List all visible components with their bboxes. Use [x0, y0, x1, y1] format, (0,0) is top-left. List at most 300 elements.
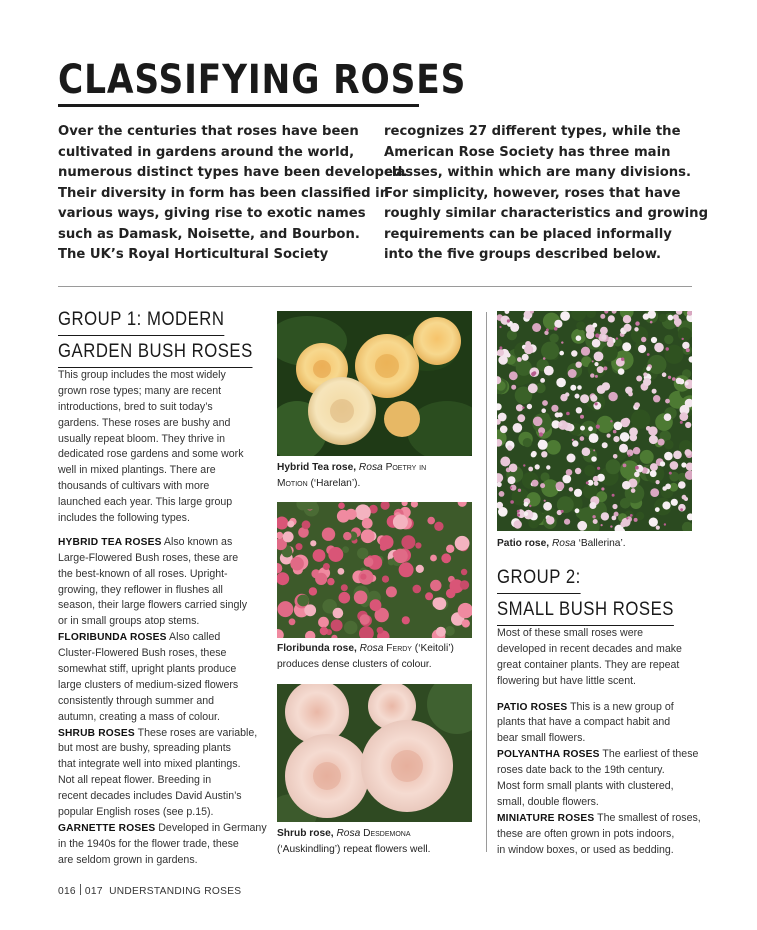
- flower-blossom: [507, 445, 513, 451]
- flower-blossom: [641, 337, 646, 342]
- flower-blossom: [533, 417, 543, 427]
- flower-blossom: [338, 568, 345, 575]
- body-line: thousands of cultivars with more: [58, 480, 210, 493]
- flower-blossom: [626, 517, 628, 519]
- flower-blossom: [662, 372, 667, 377]
- flower-blossom: [628, 455, 630, 457]
- section-divider: [58, 286, 692, 287]
- flower-blossom: [338, 502, 345, 509]
- flower-blossom: [517, 357, 522, 362]
- flower-blossom: [647, 353, 650, 356]
- flower-blossom: [673, 451, 682, 460]
- flower-blossom: [322, 528, 335, 541]
- flower-blossom: [629, 427, 638, 436]
- flower-blossom: [613, 454, 618, 459]
- flower-blossom: [593, 476, 599, 482]
- flower-blossom: [602, 335, 607, 340]
- flower-blossom: [508, 476, 516, 484]
- flower-blossom: [517, 510, 520, 513]
- flower-blossom: [524, 502, 529, 507]
- flower-blossom: [664, 440, 674, 450]
- flower-blossom: [664, 452, 673, 461]
- flower-blossom: [571, 350, 577, 356]
- flower-blossom: [643, 378, 651, 386]
- flower-blossom: [528, 383, 538, 393]
- flower-blossom: [589, 433, 599, 443]
- flower-blossom: [685, 381, 689, 385]
- flower-blossom: [509, 371, 518, 380]
- flower-blossom: [297, 595, 309, 607]
- flower-blossom: [436, 627, 446, 637]
- flower-blossom: [556, 378, 566, 388]
- flower-blossom: [516, 404, 523, 411]
- flower-blossom: [559, 351, 564, 356]
- flower-blossom: [522, 354, 529, 361]
- intro-line: roughly similar characteristics and growing: [384, 206, 709, 221]
- flower-blossom: [589, 502, 596, 509]
- flower-blossom: [344, 621, 358, 635]
- flower-blossom: [646, 426, 651, 431]
- flower-blossom: [621, 358, 624, 361]
- flower-blossom: [461, 569, 467, 575]
- intro-column-left: [58, 122, 407, 266]
- flower-blossom: [660, 461, 665, 466]
- flower-blossom: [634, 518, 638, 522]
- flower-blossom: [323, 563, 330, 570]
- flower-blossom: [572, 440, 578, 446]
- flower-blossom: [434, 522, 443, 531]
- body-line: PATIO ROSES This is a new group of: [497, 700, 674, 713]
- flower-blossom: [664, 335, 673, 344]
- flower-blossom: [601, 512, 609, 520]
- flower-blossom: [572, 439, 574, 441]
- flower-blossom: [561, 510, 564, 513]
- flower-blossom: [646, 366, 651, 371]
- column-divider: [486, 312, 487, 852]
- flower-blossom: [594, 362, 598, 366]
- flower-blossom: [666, 347, 669, 350]
- flower-blossom: [576, 407, 582, 413]
- flower-blossom: [277, 601, 293, 617]
- flower-blossom: [360, 574, 366, 580]
- body-line: gardens. These roses are bushy and: [58, 416, 231, 429]
- flower-blossom: [558, 422, 562, 426]
- group2-heading-line2: SMALL BUSH ROSES: [497, 594, 674, 626]
- flower-blossom: [524, 512, 528, 516]
- flower-blossom: [556, 482, 565, 491]
- body-line: launched each year. This large group: [58, 496, 233, 509]
- flower-blossom: [640, 450, 654, 464]
- intro-column-right: [384, 122, 708, 266]
- flower-blossom: [565, 392, 569, 396]
- floribunda-rose-photo: [277, 502, 472, 638]
- flower-blossom: [342, 546, 349, 553]
- flower-blossom: [333, 608, 344, 619]
- flower-blossom: [562, 475, 571, 484]
- flower-blossom: [287, 521, 294, 528]
- flower-blossom: [590, 395, 597, 402]
- flower-blossom: [575, 508, 580, 513]
- flower-blossom: [590, 373, 594, 377]
- flower-blossom: [539, 440, 544, 445]
- intro-line: For simplicity, however, roses that have: [384, 185, 681, 201]
- body-line: these are often grown in pots indoors,: [497, 827, 675, 840]
- flower-blossom: [360, 614, 370, 624]
- flower-blossom: [302, 520, 311, 529]
- flower-blossom: [401, 535, 415, 549]
- flower-blossom: [593, 449, 595, 451]
- flower-blossom: [434, 597, 447, 610]
- flower-blossom: [310, 540, 316, 546]
- flower-blossom: [544, 366, 554, 376]
- flower-blossom: [665, 484, 671, 490]
- flower-blossom: [331, 619, 343, 631]
- body-line: season, their large flowers carried singly: [58, 599, 248, 612]
- flower-blossom: [541, 342, 559, 360]
- flower-blossom: [610, 420, 612, 422]
- flower-blossom: [539, 432, 543, 436]
- flower-blossom: [320, 627, 328, 635]
- body-line: HYBRID TEA ROSES Also known as: [58, 535, 233, 548]
- page-number-right: 017: [84, 886, 103, 897]
- flower-blossom: [582, 447, 591, 456]
- flower-blossom: [586, 331, 594, 339]
- flower-blossom: [622, 481, 631, 490]
- title-underline: [58, 104, 419, 107]
- flower-blossom: [546, 440, 561, 455]
- flower-blossom: [413, 585, 422, 594]
- flower-blossom: [566, 412, 570, 416]
- flower-blossom: [595, 333, 599, 337]
- flower-blossom: [531, 480, 538, 487]
- patio-rose-photo: [497, 311, 692, 531]
- flower-blossom: [607, 434, 611, 438]
- flower-blossom: [624, 324, 632, 332]
- flower-blossom: [655, 507, 660, 512]
- flower-blossom: [541, 408, 546, 413]
- flower-blossom: [623, 315, 631, 323]
- body-line: in window boxes, or used as bedding.: [497, 843, 674, 856]
- flower-blossom: [668, 315, 674, 321]
- flower-blossom: [635, 321, 639, 325]
- floribunda-caption: Floribunda rose, Rosa Ferdy (‘Keitoli’) produces dense clusters of colour.: [277, 643, 454, 670]
- flower-blossom: [685, 422, 691, 428]
- page-title: CLASSIFYING ROSES: [58, 57, 467, 103]
- body-line: introductions, bred to suit today’s: [58, 400, 213, 413]
- flower-blossom: [595, 402, 598, 405]
- body-line: Large-Flowered Bush roses, these are: [58, 551, 239, 564]
- garnette-term: GARNETTE ROSES: [58, 822, 156, 834]
- flower-blossom: [560, 311, 570, 321]
- intro-line: recognizes 27 different types, while the: [384, 124, 681, 139]
- flower-blossom: [355, 504, 371, 520]
- body-line: somewhat stiff, upright plants produce: [58, 663, 237, 676]
- flower-blossom: [686, 348, 690, 352]
- flower-blossom: [619, 444, 628, 453]
- flower-blossom: [313, 549, 326, 562]
- flower-blossom: [377, 627, 384, 634]
- body-line: or in small groups atop stems.: [58, 615, 200, 628]
- flower-blossom: [650, 463, 658, 471]
- flower-blossom: [337, 510, 350, 523]
- flower-blossom: [580, 436, 585, 441]
- flower-blossom: [631, 488, 636, 493]
- intro-line: classes, within which are many divisions.: [384, 165, 692, 180]
- hybrid-tea-rose-image: [277, 311, 472, 456]
- flower-blossom: [592, 323, 597, 328]
- group2-heading: [497, 562, 674, 626]
- intro-line: requirements can be placed informally: [384, 226, 672, 242]
- flower-blossom: [682, 342, 689, 349]
- flower-blossom: [543, 502, 552, 511]
- flower-blossom: [558, 412, 563, 417]
- flower-blossom: [597, 366, 604, 373]
- flower-blossom: [685, 449, 692, 456]
- flower-blossom: [608, 392, 617, 401]
- group1-heading-line1: GROUP 1: MODERN: [58, 304, 224, 336]
- flower-blossom: [586, 481, 589, 484]
- body-line: dedicated rose gardens and some work: [58, 448, 244, 461]
- flower-blossom: [535, 464, 540, 469]
- body-line: are seldom grown in gardens.: [58, 853, 198, 866]
- flower-blossom: [574, 489, 582, 497]
- flower-blossom: [455, 536, 470, 551]
- flower-blossom: [614, 422, 623, 431]
- flower-blossom: [588, 426, 593, 431]
- body-line: usually repeat bloom. They thrive in: [58, 432, 226, 445]
- flower-blossom: [636, 376, 642, 382]
- flower-blossom: [386, 586, 397, 597]
- flower-blossom: [544, 331, 548, 335]
- flower-blossom: [597, 385, 606, 394]
- flower-blossom: [678, 481, 686, 489]
- flower-blossom: [509, 464, 518, 473]
- flower-blossom: [679, 412, 688, 421]
- flower-blossom: [544, 500, 546, 502]
- flower-blossom: [680, 421, 683, 424]
- flower-blossom: [540, 378, 545, 383]
- flower-blossom: [610, 525, 612, 527]
- flower-blossom: [339, 592, 351, 604]
- flower-blossom: [658, 439, 665, 446]
- flower-blossom: [676, 378, 682, 384]
- flower-blossom: [601, 345, 618, 362]
- flower-blossom: [653, 395, 660, 402]
- flower-blossom: [517, 513, 520, 516]
- miniature-term: MINIATURE ROSES: [497, 812, 595, 824]
- flower-blossom: [612, 504, 617, 509]
- flower-blossom: [591, 456, 597, 462]
- group2-body: [497, 626, 701, 858]
- flower-blossom: [364, 557, 374, 567]
- flower-blossom: [584, 465, 595, 476]
- flower-blossom: [296, 543, 303, 550]
- flower-blossom: [597, 467, 600, 470]
- flower-blossom: [518, 489, 521, 492]
- flower-blossom: [664, 413, 672, 421]
- flower-blossom: [427, 517, 435, 525]
- flower-blossom: [402, 616, 410, 624]
- flower-blossom: [541, 451, 547, 457]
- flower-blossom: [649, 435, 658, 444]
- hybrid-tea-term: HYBRID TEA ROSES: [58, 536, 162, 548]
- body-line: Most form small plants with clustered,: [497, 780, 674, 793]
- shrub-rose-image: [277, 684, 472, 822]
- flower-blossom: [370, 599, 382, 611]
- flower-blossom: [581, 347, 590, 356]
- body-line: growing, they reflower in flushes all: [58, 583, 223, 596]
- flower-blossom: [622, 342, 631, 351]
- flower-blossom: [516, 360, 532, 376]
- flower-blossom: [671, 499, 678, 506]
- flower-blossom: [528, 467, 533, 472]
- flower-blossom: [680, 508, 683, 511]
- flower-blossom: [634, 327, 638, 331]
- hybrid-tea-rose-photo: [277, 311, 472, 456]
- flower-blossom: [682, 495, 687, 500]
- group1-body: [58, 368, 267, 869]
- body-line: in the 1940s for the flower trade, these: [58, 837, 239, 850]
- flower-blossom: [664, 523, 666, 525]
- flower-blossom: [618, 368, 625, 375]
- body-line: flowering but have little scent.: [497, 674, 636, 687]
- flower-blossom: [524, 345, 533, 354]
- body-line: that integrate well into mixed plantings.: [58, 758, 241, 771]
- flower-blossom: [597, 416, 614, 433]
- shrub-rose-photo: [277, 684, 472, 822]
- flower-blossom: [304, 604, 316, 616]
- flower-blossom: [510, 487, 512, 489]
- flower-blossom: [533, 371, 537, 375]
- flower-blossom: [612, 494, 615, 497]
- flower-blossom: [613, 430, 617, 434]
- flower-blossom: [652, 389, 657, 394]
- flower-blossom: [513, 423, 523, 433]
- flower-blossom: [542, 400, 548, 406]
- flower-blossom: [570, 385, 576, 391]
- intro-line: Their diversity in form has been classified in: [58, 185, 390, 201]
- intro-line: cultivated in gardens around the world,: [58, 144, 355, 160]
- flower-blossom: [595, 375, 598, 378]
- flower-blossom: [678, 327, 692, 341]
- flower-blossom: [638, 345, 646, 353]
- flower-blossom: [651, 337, 657, 343]
- body-line: great container plants. They are repeat: [497, 658, 680, 671]
- flower-blossom: [460, 580, 469, 589]
- flower-blossom: [531, 452, 536, 457]
- body-line: well in mixed plantings. There are: [58, 464, 216, 477]
- patio-caption: Patio rose, Rosa ‘Ballerina’.: [497, 538, 626, 549]
- body-line: FLORIBUNDA ROSES Also called: [58, 631, 221, 644]
- patio-term: PATIO ROSES: [497, 701, 568, 713]
- body-line: grown rose types; many are recent: [58, 384, 222, 397]
- body-line: recent decades includes David Austin’s: [58, 790, 242, 803]
- flower-blossom: [575, 468, 581, 474]
- flower-blossom: [309, 587, 317, 595]
- flower-blossom: [576, 321, 585, 330]
- body-line: large clusters of medium-sized flowers: [58, 678, 239, 691]
- flower-blossom: [354, 591, 368, 605]
- flower-blossom: [561, 341, 563, 343]
- flower-blossom: [283, 531, 294, 542]
- flower-blossom: [343, 532, 351, 540]
- flower-blossom: [643, 313, 649, 319]
- body-line: Most of these small roses were: [497, 627, 644, 639]
- page-number-left: 016: [58, 886, 76, 897]
- flower-blossom: [620, 432, 630, 442]
- flower-blossom: [446, 545, 454, 553]
- flower-blossom: [580, 426, 585, 431]
- flower-blossom: [318, 617, 329, 628]
- flower-blossom: [656, 480, 660, 484]
- body-line: consistently through summer and: [58, 694, 215, 707]
- floribunda-term: FLORIBUNDA ROSES: [58, 632, 167, 644]
- flower-blossom: [603, 366, 607, 370]
- flower-blossom: [592, 360, 594, 362]
- flower-blossom: [566, 469, 573, 476]
- flower-blossom: [628, 392, 633, 397]
- intro-line: Over the centuries that roses have been: [58, 124, 359, 139]
- flower-blossom: [441, 553, 451, 563]
- flower-blossom: [569, 487, 573, 491]
- flower-blossom: [659, 314, 667, 322]
- flower-blossom: [546, 516, 554, 524]
- body-line: This group includes the most widely: [58, 369, 226, 381]
- flower-blossom: [289, 618, 296, 625]
- patio-rose-image: [497, 311, 692, 531]
- flower-blossom: [579, 507, 595, 523]
- group1-heading: [58, 304, 253, 368]
- flower-blossom: [514, 520, 522, 528]
- group2-heading-line1: GROUP 2:: [497, 562, 581, 594]
- flower-blossom: [650, 470, 657, 477]
- flower-blossom: [601, 487, 604, 490]
- flower-blossom: [592, 339, 601, 348]
- intro-line: various ways, giving rise to exotic names: [58, 206, 366, 221]
- flower-blossom: [656, 526, 660, 530]
- flower-blossom: [650, 488, 659, 497]
- flower-blossom: [554, 320, 562, 328]
- flower-blossom: [546, 329, 549, 332]
- shrub-caption: Shrub rose, Rosa Desdemona (‘Auskindling’) repeat flowers well.: [277, 828, 431, 855]
- flower-blossom: [575, 394, 580, 399]
- floribunda-rose-image: [277, 502, 472, 638]
- flower-blossom: [510, 500, 514, 504]
- flower-blossom: [649, 518, 658, 527]
- flower-blossom: [674, 318, 682, 326]
- flower-blossom: [445, 626, 455, 636]
- body-line: small, double flowers.: [497, 795, 599, 808]
- flower-blossom: [523, 464, 525, 466]
- flower-blossom: [517, 414, 525, 422]
- flower-blossom: [415, 542, 421, 548]
- flower-blossom: [594, 352, 604, 362]
- flower-blossom: [554, 327, 558, 331]
- flower-blossom: [612, 516, 617, 521]
- body-line: bear small flowers.: [497, 732, 586, 745]
- flower-blossom: [357, 548, 368, 559]
- flower-blossom: [580, 415, 584, 419]
- flower-blossom: [635, 466, 639, 470]
- body-line: Cluster-Flowered Bush roses, these: [58, 647, 227, 660]
- flower-blossom: [327, 578, 334, 585]
- body-line: but most are bushy, spreading plants: [58, 742, 231, 755]
- flower-blossom: [497, 349, 504, 356]
- flower-blossom: [510, 323, 519, 332]
- flower-blossom: [399, 562, 414, 577]
- flower-blossom: [523, 438, 532, 447]
- body-line: the best-known of all roses. Upright-: [58, 567, 228, 580]
